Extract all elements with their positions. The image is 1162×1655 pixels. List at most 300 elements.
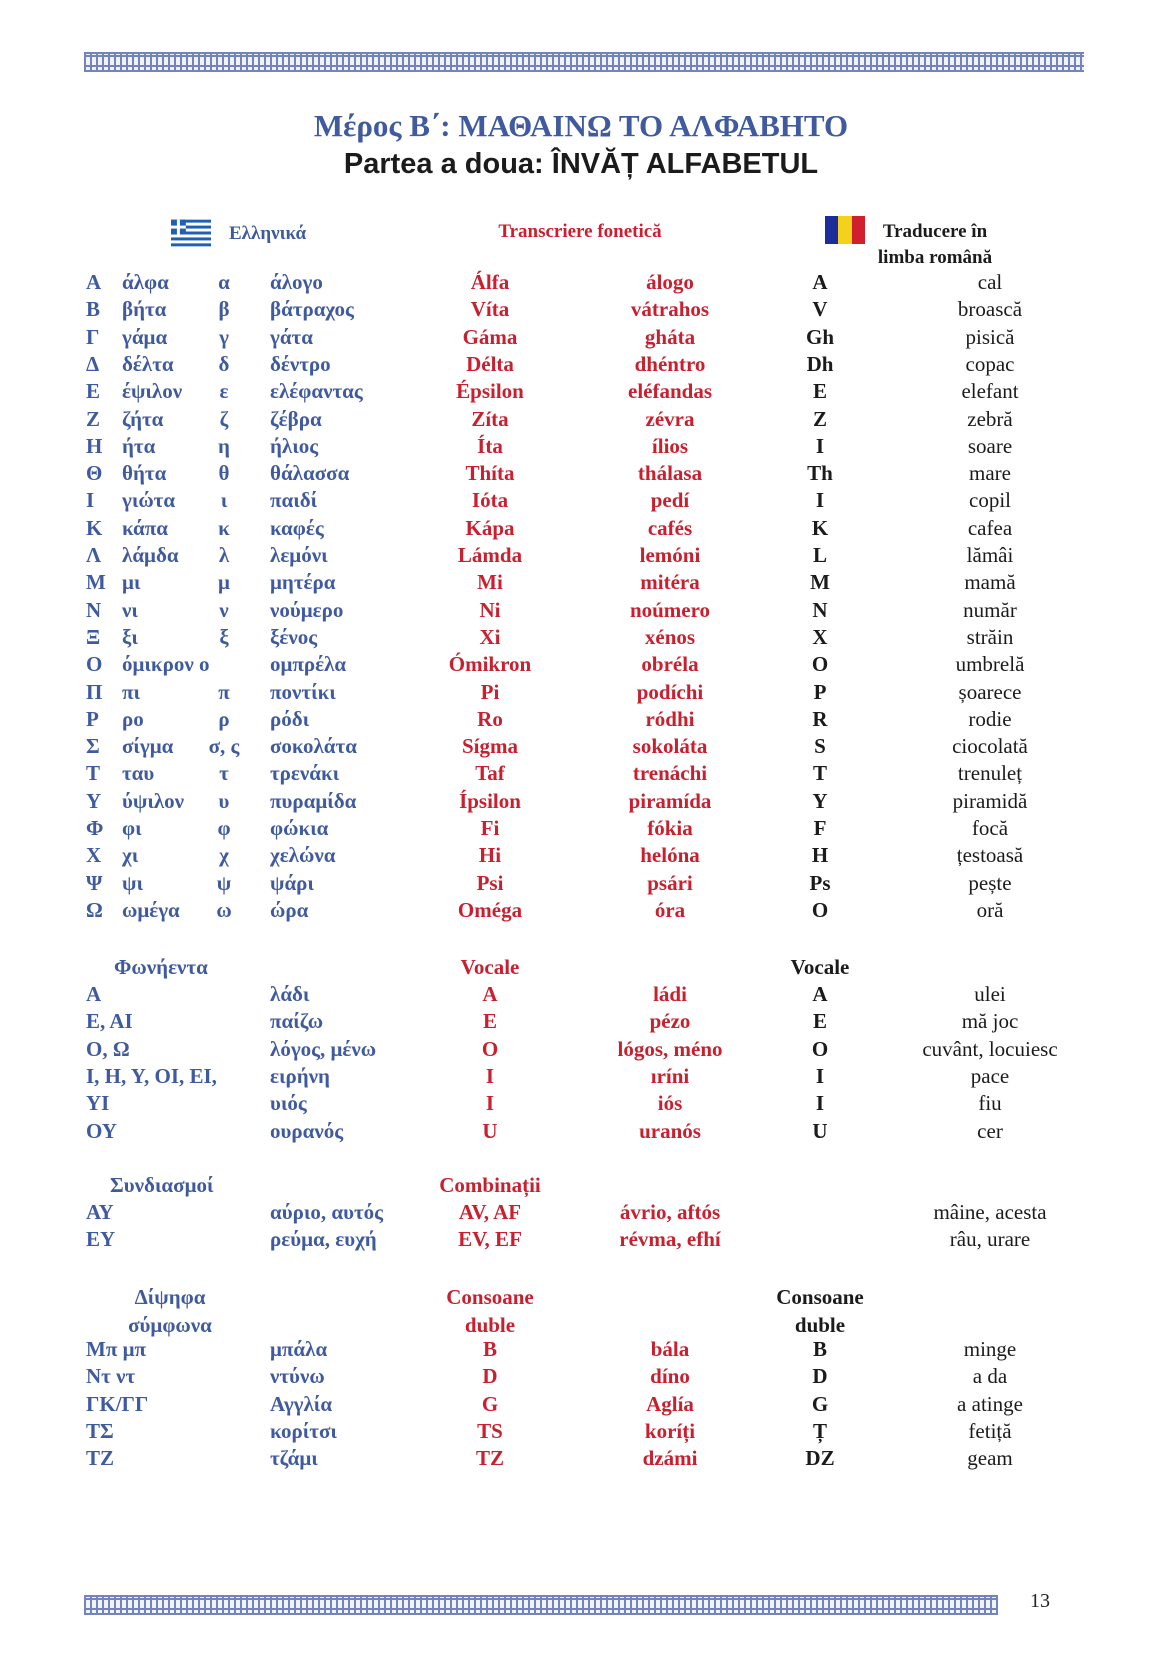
greek-capital-letter: Μ	[86, 570, 106, 595]
double-consonants-title-transcription-line2: duble	[464, 1313, 516, 1337]
transcribed-example-word: dzámi	[642, 1446, 698, 1471]
transcribed-consonant: TZ	[475, 1446, 504, 1471]
greek-lowercase-letter: τ	[219, 761, 229, 786]
romanian-letter: A	[812, 270, 828, 294]
transcribed-example-word: óra	[654, 897, 686, 922]
romanian-meaning: focă	[971, 816, 1009, 840]
greek-lowercase-letter: υ	[218, 788, 230, 813]
greek-key-border-top	[84, 52, 1084, 72]
greek-example-word: φώκια	[270, 816, 329, 840]
transcribed-example-word: trenáchi	[632, 761, 708, 786]
greek-lowercase-letter: β	[218, 297, 230, 322]
greek-letter-name: ύψιλον	[122, 788, 185, 813]
transcribed-example-word: piramída	[628, 788, 712, 813]
table-row	[0, 625, 1162, 653]
column-header-translation-line1: Traducere în	[882, 221, 988, 242]
greek-example-word: ρεύμα, ευχή	[270, 1227, 377, 1252]
romanian-meaning: cer	[977, 1118, 1003, 1143]
greek-capital-letter: Ι	[86, 488, 95, 513]
greek-vowel: Ε, ΑΙ	[86, 1009, 133, 1034]
greek-example-word: λόγος, μένω	[270, 1036, 377, 1061]
greek-lowercase-letter: ξ	[219, 624, 229, 649]
romanian-meaning: minge	[963, 1337, 1017, 1361]
romanian-letter: K	[811, 515, 829, 540]
greek-example-word: τζάμι	[270, 1446, 318, 1471]
greek-letter-name: έψιλον	[122, 379, 183, 404]
romanian-meaning: oră	[976, 897, 1004, 922]
table-row	[0, 816, 1162, 844]
page-title-greek: Μέρος Β΄: ΜΑΘΑΙΝΩ ΤΟ ΑΛΦΑΒΗΤΟ	[313, 108, 849, 143]
greek-example-word: ζέβρα	[270, 406, 322, 431]
romanian-meaning: trenuleț	[957, 761, 1023, 786]
greek-double-consonant: ΓΚ/ΓΓ	[86, 1391, 149, 1416]
transcribed-example-word: uranós	[639, 1118, 701, 1143]
column-header-greek: Ελληνικά	[229, 223, 307, 244]
greek-lowercase-letter: δ	[218, 351, 230, 376]
greek-flag-icon	[171, 219, 211, 247]
greek-example-word: σοκολάτα	[270, 734, 357, 759]
romanian-meaning: ulei	[974, 982, 1006, 1006]
transcribed-consonant: G	[481, 1391, 499, 1416]
greek-vowel: Ι, Η, Υ, ΟΙ, ΕΙ,	[86, 1063, 217, 1088]
greek-letter-name: μι	[122, 570, 141, 595]
romanian-meaning: pește	[968, 870, 1012, 895]
table-row	[0, 1364, 1162, 1392]
table-row	[0, 734, 1162, 762]
greek-capital-letter: Ρ	[86, 706, 99, 731]
romanian-letter: DZ	[805, 1446, 835, 1471]
transcribed-example-word: xénos	[644, 624, 696, 649]
transcribed-example-word: révma, efhí	[619, 1227, 721, 1252]
greek-letter-name: ταυ	[122, 761, 155, 786]
greek-vowel: Α	[86, 982, 102, 1006]
double-consonants-title-romanian	[760, 1283, 880, 1339]
greek-combination: ΕΥ	[86, 1227, 116, 1252]
transcribed-example-word: fókia	[647, 816, 693, 840]
greek-combination: ΑΥ	[86, 1200, 114, 1224]
greek-capital-letter: Χ	[86, 843, 102, 868]
greek-lowercase-letter: η	[218, 433, 230, 458]
greek-lowercase-letter: λ	[218, 543, 230, 567]
transcribed-letter-name: Xi	[479, 624, 501, 649]
greek-capital-letter: Ζ	[86, 406, 101, 431]
transcribed-letter-name: Ni	[479, 597, 501, 622]
transcribed-example-word: pedí	[650, 488, 690, 513]
greek-letter-name: άλφα	[122, 270, 169, 294]
table-row	[0, 789, 1162, 817]
double-consonants-title-romanian-line2: duble	[794, 1313, 846, 1337]
transcribed-example-word: dhéntro	[634, 351, 706, 376]
transcribed-example-word: mitéra	[640, 570, 700, 595]
transcribed-letter-name: Ro	[477, 706, 503, 731]
romanian-letter: L	[812, 543, 827, 567]
table-row	[0, 434, 1162, 462]
romanian-meaning: număr	[963, 597, 1017, 622]
greek-letter-name: ωμέγα	[122, 897, 180, 922]
romanian-meaning: fetiță	[968, 1418, 1012, 1443]
greek-example-word: ώρα	[270, 897, 309, 922]
transcribed-letter-name: Kápa	[465, 515, 515, 540]
greek-capital-letter: Ξ	[86, 624, 101, 649]
romanian-letter: B	[812, 1337, 827, 1361]
column-header-transcription: Transcriere fonetică	[498, 221, 662, 242]
table-row	[0, 1037, 1162, 1065]
table-row	[0, 1446, 1162, 1474]
romanian-meaning: mare	[969, 461, 1011, 486]
greek-capital-letter: Κ	[86, 515, 103, 540]
greek-letter-name: χι	[122, 843, 139, 868]
romanian-meaning: a da	[972, 1364, 1008, 1389]
greek-lowercase-letter: π	[218, 679, 230, 704]
table-row	[0, 761, 1162, 789]
greek-capital-letter: Π	[86, 679, 103, 704]
greek-example-word: παίζω	[270, 1009, 324, 1034]
table-row	[0, 488, 1162, 516]
greek-lowercase-letter: ζ	[219, 406, 229, 431]
greek-double-consonant: Μπ μπ	[86, 1337, 146, 1361]
transcribed-example-word: sokoláta	[632, 734, 708, 759]
romanian-letter: I	[815, 488, 825, 513]
greek-example-word: άλογο	[270, 270, 323, 294]
page-number: 13	[1030, 1590, 1050, 1612]
romanian-meaning: pisică	[965, 324, 1015, 349]
romanian-meaning: copac	[965, 351, 1015, 376]
romanian-letter: E	[812, 1009, 827, 1034]
greek-lowercase-letter: ν	[219, 597, 229, 622]
romanian-meaning: cafea	[967, 515, 1013, 540]
romanian-meaning: lămâi	[966, 543, 1014, 567]
transcribed-letter-name: Ómikron	[448, 652, 532, 677]
greek-double-consonant: Ντ ντ	[86, 1364, 136, 1389]
romanian-letter: O	[811, 652, 829, 677]
table-row	[0, 407, 1162, 435]
transcribed-consonant: D	[482, 1364, 498, 1389]
transcribed-letter-name: Mi	[477, 570, 503, 595]
transcribed-example-word: díno	[650, 1364, 690, 1389]
romanian-letter: Ț	[812, 1418, 827, 1443]
romanian-letter: H	[811, 843, 829, 868]
transcribed-letter-name: Lámda	[457, 543, 523, 567]
transcribed-example-word: ródhi	[645, 706, 695, 731]
transcribed-letter-name: Álfa	[470, 270, 510, 294]
transcribed-example-word: ıríni	[650, 1063, 690, 1088]
romanian-meaning: mamă	[964, 570, 1016, 595]
greek-vowel: ΟΥ	[86, 1118, 117, 1143]
romanian-meaning: umbrelă	[955, 652, 1025, 677]
greek-key-border-bottom	[84, 1595, 998, 1615]
greek-capital-letter: Δ	[86, 351, 100, 376]
romanian-meaning: soare	[967, 433, 1013, 458]
transcribed-vowel: U	[482, 1118, 498, 1143]
table-row	[0, 570, 1162, 598]
transcribed-example-word: koríți	[644, 1418, 696, 1443]
transcribed-example-word: helóna	[640, 843, 700, 868]
greek-capital-letter: Β	[86, 297, 101, 322]
romanian-meaning: cuvânt, locuiesc	[922, 1036, 1058, 1061]
romanian-meaning: a atinge	[957, 1391, 1023, 1416]
transcribed-letter-name: Víta	[470, 297, 510, 322]
transcribed-letter-name: Ióta	[471, 488, 509, 513]
romanian-meaning: cal	[977, 270, 1003, 294]
transcribed-example-word: psári	[647, 870, 693, 895]
romanian-letter: V	[812, 297, 828, 322]
table-row	[0, 1091, 1162, 1119]
transcribed-combination: AV, AF	[458, 1200, 522, 1224]
table-row	[0, 898, 1162, 926]
double-consonants-title-greek-line1: Δίψηφα	[134, 1285, 206, 1309]
greek-lowercase-letter: μ	[218, 570, 230, 595]
greek-letter-name: ψι	[122, 870, 143, 895]
romanian-letter: E	[812, 379, 827, 404]
transcribed-example-word: álogo	[646, 270, 694, 294]
greek-example-word: ειρήνη	[270, 1063, 330, 1088]
romanian-meaning: fiu	[978, 1091, 1002, 1116]
table-row	[0, 352, 1162, 380]
table-row	[0, 652, 1162, 680]
table-row	[0, 325, 1162, 353]
romanian-meaning: pace	[970, 1063, 1010, 1088]
romanian-letter: X	[812, 624, 828, 649]
greek-example-word: ελέφαντας	[270, 379, 363, 404]
transcribed-example-word: zévra	[645, 406, 695, 431]
transcribed-letter-name: Oméga	[457, 897, 523, 922]
transcribed-example-word: lógos, méno	[617, 1036, 723, 1061]
greek-example-word: γάτα	[270, 324, 313, 349]
romanian-meaning: geam	[967, 1446, 1013, 1471]
double-consonants-title-greek-line2: σύμφωνα	[128, 1313, 212, 1337]
transcribed-letter-name: Thíta	[465, 461, 515, 486]
romanian-meaning: rodie	[968, 706, 1012, 731]
transcribed-example-word: obréla	[641, 652, 699, 677]
column-header-translation-line2: limba română	[877, 247, 993, 268]
romanian-letter: Dh	[806, 351, 834, 376]
romanian-letter: D	[812, 1364, 828, 1389]
transcribed-vowel: E	[482, 1009, 497, 1034]
romanian-letter: M	[810, 570, 830, 595]
greek-letter-name: γάμα	[122, 324, 168, 349]
table-row	[0, 1227, 1162, 1255]
greek-capital-letter: Ο	[86, 652, 103, 677]
romanian-flag-icon	[825, 216, 865, 244]
greek-example-word: μπάλα	[270, 1337, 328, 1361]
greek-example-word: ντύνω	[270, 1364, 325, 1389]
vowels-title-transcription: Vocale	[460, 955, 520, 979]
transcribed-example-word: bála	[650, 1337, 690, 1361]
greek-example-word: ξένος	[270, 624, 318, 649]
table-row	[0, 707, 1162, 735]
romanian-letter: Ps	[809, 870, 831, 895]
transcribed-letter-name: Psi	[476, 870, 504, 895]
romanian-letter: T	[812, 761, 827, 786]
greek-lowercase-letter: α	[218, 270, 230, 294]
greek-double-consonant: ΤΣ	[86, 1418, 114, 1443]
greek-capital-letter: Ω	[86, 897, 103, 922]
greek-lowercase-letter: κ	[218, 515, 230, 540]
table-row	[0, 982, 1162, 1010]
greek-letter-name: φι	[122, 816, 142, 840]
transcribed-letter-name: Taf	[475, 761, 505, 786]
greek-lowercase-letter: ε	[219, 379, 229, 404]
greek-example-word: βάτραχος	[270, 297, 354, 322]
greek-example-word: αύριο, αυτός	[270, 1200, 384, 1224]
double-consonants-title-transcription	[420, 1283, 560, 1339]
transcribed-example-word: ílios	[651, 433, 689, 458]
transcribed-example-word: podíchi	[636, 679, 704, 704]
transcribed-example-word: vátrahos	[630, 297, 710, 322]
greek-capital-letter: Η	[86, 433, 103, 458]
table-row	[0, 1392, 1162, 1420]
romanian-letter: A	[812, 982, 828, 1006]
romanian-letter: Z	[812, 406, 827, 431]
greek-letter-name: θήτα	[122, 461, 167, 486]
greek-letter-name: σίγμα	[122, 734, 174, 759]
greek-lowercase-letter: θ	[218, 461, 230, 486]
greek-capital-letter: Ψ	[86, 870, 103, 895]
greek-example-word: μητέρα	[270, 570, 336, 595]
table-row	[0, 543, 1162, 571]
greek-example-word: θάλασσα	[270, 461, 350, 486]
greek-example-word: λεμόνι	[270, 543, 328, 567]
transcribed-letter-name: Hi	[478, 843, 502, 868]
greek-lowercase-letter: ι	[220, 488, 228, 513]
greek-capital-letter: Φ	[86, 816, 104, 840]
greek-capital-letter: Τ	[86, 761, 101, 786]
transcribed-vowel: I	[485, 1091, 495, 1116]
greek-example-word: νούμερο	[270, 597, 344, 622]
greek-capital-letter: Λ	[86, 543, 102, 567]
greek-example-word: χελώνα	[270, 843, 336, 868]
romanian-letter: N	[812, 597, 828, 622]
transcribed-example-word: ávrio, aftós	[619, 1200, 721, 1224]
greek-vowel: Ο, Ω	[86, 1036, 130, 1061]
romanian-meaning: șoarece	[958, 679, 1022, 704]
transcribed-vowel: A	[482, 982, 498, 1006]
combinations-title-greek: Συνδιασμοί	[110, 1173, 214, 1197]
table-row	[0, 379, 1162, 407]
romanian-letter: O	[811, 897, 829, 922]
table-row	[0, 297, 1162, 325]
greek-capital-letter: Υ	[86, 788, 102, 813]
greek-letter-name: πι	[122, 679, 141, 704]
romanian-letter: I	[815, 1091, 825, 1116]
romanian-meaning: țestoasă	[956, 843, 1024, 868]
table-row	[0, 871, 1162, 899]
transcribed-example-word: cafés	[647, 515, 693, 540]
greek-lowercase-letter: ω	[216, 897, 232, 922]
double-consonants-title-transcription-line1: Consoane	[446, 1285, 534, 1309]
transcribed-letter-name: Íta	[477, 433, 503, 458]
greek-lowercase-letter: φ	[217, 816, 231, 840]
table-row	[0, 680, 1162, 708]
greek-letter-name: όμικρον ο	[122, 652, 210, 677]
romanian-letter: G	[811, 1391, 829, 1416]
greek-example-word: παιδί	[270, 488, 318, 513]
combinations-title-transcription: Combinații	[439, 1173, 541, 1197]
greek-capital-letter: Α	[86, 270, 102, 294]
romanian-meaning: elefant	[961, 379, 1019, 404]
romanian-meaning: copil	[969, 488, 1011, 513]
transcribed-example-word: noúmero	[629, 597, 711, 622]
transcribed-letter-name: Épsilon	[456, 379, 524, 404]
table-row	[0, 516, 1162, 544]
greek-capital-letter: Γ	[86, 324, 100, 349]
greek-lowercase-letter: ψ	[216, 870, 232, 895]
greek-lowercase-letter: ρ	[218, 706, 230, 731]
greek-double-consonant: ΤΖ	[86, 1446, 115, 1471]
transcribed-consonant: B	[482, 1337, 497, 1361]
table-row	[0, 1200, 1162, 1228]
greek-example-word: ρόδι	[270, 706, 310, 731]
greek-example-word: πυραμίδα	[270, 788, 357, 813]
transcribed-example-word: pézo	[649, 1009, 691, 1034]
romanian-letter: R	[812, 706, 828, 731]
transcribed-letter-name: Sígma	[461, 734, 518, 759]
greek-example-word: λάδι	[270, 982, 310, 1006]
transcribed-vowel: O	[481, 1036, 499, 1061]
greek-letter-name: γιώτα	[122, 488, 176, 513]
greek-lowercase-letter: σ, ς	[208, 734, 240, 759]
transcribed-example-word: gháta	[644, 324, 696, 349]
table-row	[0, 461, 1162, 489]
greek-letter-name: βήτα	[122, 297, 167, 322]
greek-letter-name: ξι	[122, 624, 138, 649]
greek-letter-name: δέλτα	[122, 351, 174, 376]
greek-letter-name: λάμδα	[122, 543, 179, 567]
transcribed-letter-name: Zíta	[471, 406, 509, 431]
greek-example-word: ψάρι	[270, 870, 314, 895]
transcribed-example-word: eléfandas	[628, 379, 712, 404]
greek-example-word: τρενάκι	[270, 761, 340, 786]
table-row	[0, 1419, 1162, 1447]
transcribed-letter-name: Ípsilon	[459, 788, 521, 813]
greek-letter-name: νι	[122, 597, 138, 622]
romanian-meaning: zebră	[967, 406, 1013, 431]
table-row	[0, 843, 1162, 871]
greek-letter-name: ήτα	[122, 433, 156, 458]
romanian-letter: Y	[812, 788, 828, 813]
transcribed-example-word: ládi	[653, 982, 687, 1006]
greek-vowel: ΥΙ	[86, 1091, 110, 1116]
transcribed-vowel: I	[485, 1063, 495, 1088]
greek-letter-name: ζήτα	[122, 406, 164, 431]
table-row	[0, 1064, 1162, 1092]
transcribed-letter-name: Fi	[480, 816, 500, 840]
greek-example-word: ποντίκι	[270, 679, 336, 704]
romanian-meaning: râu, urare	[949, 1227, 1031, 1252]
romanian-meaning: străin	[966, 624, 1014, 649]
greek-example-word: ουρανός	[270, 1118, 344, 1143]
greek-lowercase-letter: γ	[219, 324, 229, 349]
greek-capital-letter: Ν	[86, 597, 102, 622]
romanian-letter: I	[815, 1063, 825, 1088]
romanian-meaning: mâine, acesta	[933, 1200, 1047, 1224]
romanian-meaning: broască	[957, 297, 1023, 322]
table-row	[0, 270, 1162, 298]
table-row	[0, 598, 1162, 626]
table-row	[0, 1009, 1162, 1037]
transcribed-letter-name: Délta	[466, 351, 514, 376]
greek-capital-letter: Σ	[86, 734, 100, 759]
vowels-title-romanian: Vocale	[790, 955, 850, 979]
table-row	[0, 1337, 1162, 1365]
greek-example-word: δέντρο	[270, 351, 331, 376]
greek-letter-name: κάπα	[122, 515, 168, 540]
greek-example-word: Αγγλία	[270, 1391, 333, 1416]
romanian-letter: F	[813, 816, 827, 840]
transcribed-consonant: TS	[477, 1418, 503, 1443]
transcribed-example-word: lemóni	[639, 543, 701, 567]
greek-example-word: ομπρέλα	[270, 652, 347, 677]
